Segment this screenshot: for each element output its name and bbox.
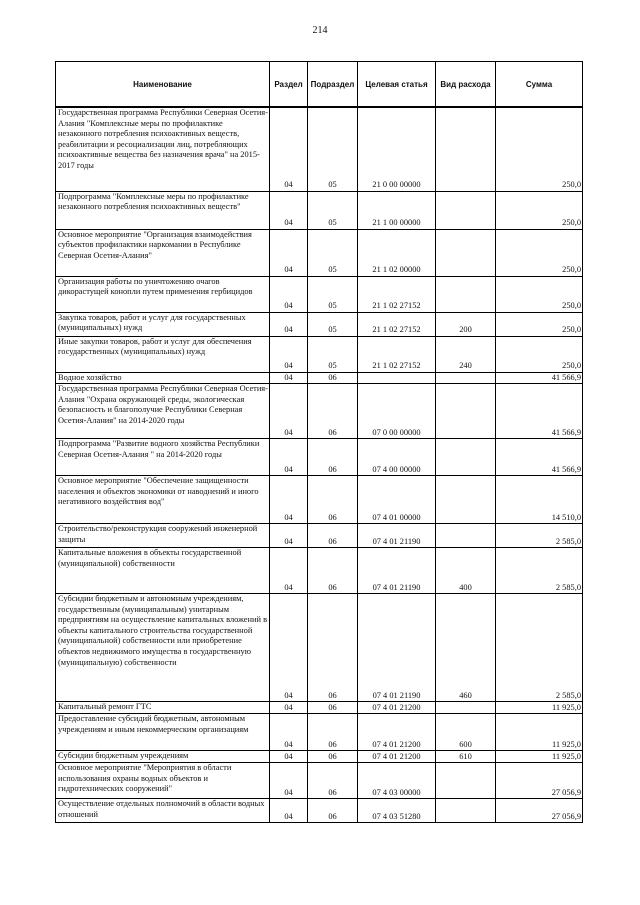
row-expense <box>436 439 496 476</box>
row-expense: 400 <box>436 548 496 594</box>
row-subsection: 05 <box>308 229 358 276</box>
table-row <box>56 524 583 548</box>
header-name: Наименование <box>56 62 270 108</box>
row-name: Государственная программа Республики Северная Осетия-Алания "Охрана окружающей среды, экологическая безопасность и благополучие Республики Северная Осетия-Алания" на 2014-2020 годы <box>56 384 270 439</box>
row-subsection: 06 <box>308 594 358 702</box>
table-row <box>56 372 583 384</box>
row-target: 21 1 02 27152 <box>358 312 436 336</box>
row-expense: 610 <box>436 751 496 763</box>
header-expense: Вид расхода <box>436 62 496 108</box>
row-target: 07 4 01 21200 <box>358 714 436 751</box>
row-section: 04 <box>270 594 308 702</box>
row-expense <box>436 476 496 524</box>
row-target: 07 4 01 21200 <box>358 702 436 714</box>
row-section: 04 <box>270 799 308 823</box>
row-expense <box>436 763 496 799</box>
table-row <box>56 799 583 823</box>
row-subsection: 06 <box>308 524 358 548</box>
row-expense: 200 <box>436 312 496 336</box>
header-sum: Сумма <box>496 62 583 108</box>
row-sum: 27 056,9 <box>496 799 583 823</box>
table-row <box>56 191 583 229</box>
row-subsection: 06 <box>308 799 358 823</box>
row-target: 21 1 02 27152 <box>358 336 436 372</box>
row-name: Подпрограмма "Комплексные меры по профилактике незаконного потребления психоактивных веществ" <box>56 191 270 229</box>
row-sum: 41 566,9 <box>496 384 583 439</box>
header-section: Раздел <box>270 62 308 108</box>
row-target: 07 4 01 00000 <box>358 476 436 524</box>
row-sum: 250,0 <box>496 312 583 336</box>
row-target: 07 4 03 51280 <box>358 799 436 823</box>
row-name: Капитальный ремонт ГТС <box>56 702 270 714</box>
row-name: Субсидии бюджетным и автономным учреждениям, государственным (муниципальным) унитарным предприятиям на осуществление капитальных вложений в объекты капитального строительства государственной (муниципальной) собственности или приобретение объектов недвижимого имущества в государственную (муниципальную) собственности <box>56 594 270 702</box>
row-name: Государственная программа Республики Северная Осетия-Алания "Комплексные меры по профилактике незаконного потребления психоактивных веществ, реабилитации и ресоциализации лиц, потребляющих психоактивные вещества без назначения врача" на 2015-2017 годы <box>56 107 270 191</box>
row-target: 07 4 01 21200 <box>358 751 436 763</box>
row-subsection: 05 <box>308 191 358 229</box>
row-sum: 14 510,0 <box>496 476 583 524</box>
row-name: Основное мероприятие "Организация взаимодействия субъектов профилактики наркомании в Республике Северная Осетия-Алания" <box>56 229 270 276</box>
row-subsection: 05 <box>308 276 358 312</box>
table-row <box>56 336 583 372</box>
row-sum: 250,0 <box>496 229 583 276</box>
row-sum: 27 056,9 <box>496 763 583 799</box>
row-sum: 250,0 <box>496 336 583 372</box>
row-sum: 250,0 <box>496 107 583 191</box>
row-section: 04 <box>270 312 308 336</box>
row-target <box>358 372 436 384</box>
row-expense <box>436 702 496 714</box>
row-expense <box>436 276 496 312</box>
row-target: 07 4 01 21190 <box>358 524 436 548</box>
row-target: 07 0 00 00000 <box>358 384 436 439</box>
row-subsection: 06 <box>308 548 358 594</box>
row-name: Подпрограмма "Развитие водного хозяйства Республики Северная Осетия-Алания " на 2014-2020 годы <box>56 439 270 476</box>
table-row <box>56 702 583 714</box>
row-target: 07 4 03 00000 <box>358 763 436 799</box>
row-subsection: 06 <box>308 751 358 763</box>
row-subsection: 05 <box>308 312 358 336</box>
row-target: 21 1 02 00000 <box>358 229 436 276</box>
row-name: Организация работы по уничтожению очагов дикорастущей конопли путем применения гербицидов <box>56 276 270 312</box>
row-section: 04 <box>270 276 308 312</box>
row-expense <box>436 191 496 229</box>
table-row <box>56 594 583 702</box>
row-expense <box>436 107 496 191</box>
row-subsection: 06 <box>308 439 358 476</box>
row-section: 04 <box>270 439 308 476</box>
row-section: 04 <box>270 702 308 714</box>
row-subsection: 06 <box>308 372 358 384</box>
table-row <box>56 276 583 312</box>
row-expense <box>436 372 496 384</box>
row-target: 21 1 00 00000 <box>358 191 436 229</box>
row-expense <box>436 524 496 548</box>
row-name: Закупка товаров, работ и услуг для государственных (муниципальных) нужд <box>56 312 270 336</box>
row-subsection: 06 <box>308 763 358 799</box>
table-row <box>56 763 583 799</box>
row-subsection: 05 <box>308 336 358 372</box>
row-section: 04 <box>270 384 308 439</box>
table-row <box>56 714 583 751</box>
row-section: 04 <box>270 763 308 799</box>
row-target: 07 4 01 21190 <box>358 548 436 594</box>
header-subsection: Подраздел <box>308 62 358 108</box>
table-row <box>56 107 583 191</box>
row-name: Капитальные вложения в объекты государственной (муниципальной) собственности <box>56 548 270 594</box>
row-name: Основное мероприятие "Обеспечение защищенности населения и объектов экономики от наводнений и иного негативного воздействия вод" <box>56 476 270 524</box>
row-name: Строительство/реконструкция сооружений инженерной защиты <box>56 524 270 548</box>
table-row <box>56 476 583 524</box>
row-subsection: 06 <box>308 714 358 751</box>
header-target: Целевая статья <box>358 62 436 108</box>
row-name: Иные закупки товаров, работ и услуг для обеспечения государственных (муниципальных) нужд <box>56 336 270 372</box>
row-section: 04 <box>270 229 308 276</box>
row-name: Осуществление отдельных полномочий в области водных отношений <box>56 799 270 823</box>
row-expense <box>436 229 496 276</box>
row-target: 07 4 01 21190 <box>358 594 436 702</box>
row-sum: 2 585,0 <box>496 548 583 594</box>
budget-table <box>55 61 583 823</box>
row-sum: 250,0 <box>496 276 583 312</box>
row-sum: 2 585,0 <box>496 524 583 548</box>
row-expense: 240 <box>436 336 496 372</box>
table-row <box>56 548 583 594</box>
row-expense <box>436 384 496 439</box>
row-name: Субсидии бюджетным учреждениям <box>56 751 270 763</box>
table-row <box>56 312 583 336</box>
row-expense: 600 <box>436 714 496 751</box>
table-header-row <box>56 62 583 108</box>
row-section: 04 <box>270 191 308 229</box>
row-section: 04 <box>270 372 308 384</box>
row-name: Водное хозяйство <box>56 372 270 384</box>
row-name: Предоставление субсидий бюджетным, автономным учреждениям и иным некоммерческим организациям <box>56 714 270 751</box>
row-section: 04 <box>270 336 308 372</box>
row-subsection: 06 <box>308 476 358 524</box>
row-section: 04 <box>270 751 308 763</box>
row-subsection: 06 <box>308 384 358 439</box>
table-row <box>56 384 583 439</box>
row-expense <box>436 799 496 823</box>
row-section: 04 <box>270 714 308 751</box>
row-sum: 41 566,9 <box>496 372 583 384</box>
row-name: Основное мероприятие "Мероприятия в области использования охраны водных объектов и гидротехнических сооружений" <box>56 763 270 799</box>
row-section: 04 <box>270 548 308 594</box>
table-row <box>56 229 583 276</box>
row-section: 04 <box>270 476 308 524</box>
row-target: 21 0 00 00000 <box>358 107 436 191</box>
table-row <box>56 751 583 763</box>
row-target: 07 4 00 00000 <box>358 439 436 476</box>
row-sum: 11 925,0 <box>496 714 583 751</box>
row-sum: 2 585,0 <box>496 594 583 702</box>
row-sum: 11 925,0 <box>496 702 583 714</box>
row-target: 21 1 02 27152 <box>358 276 436 312</box>
row-expense: 460 <box>436 594 496 702</box>
page-number: 214 <box>312 25 328 36</box>
row-subsection: 05 <box>308 107 358 191</box>
row-sum: 250,0 <box>496 191 583 229</box>
table-row <box>56 439 583 476</box>
row-sum: 11 925,0 <box>496 751 583 763</box>
row-sum: 41 566,9 <box>496 439 583 476</box>
row-section: 04 <box>270 107 308 191</box>
row-section: 04 <box>270 524 308 548</box>
row-subsection: 06 <box>308 702 358 714</box>
